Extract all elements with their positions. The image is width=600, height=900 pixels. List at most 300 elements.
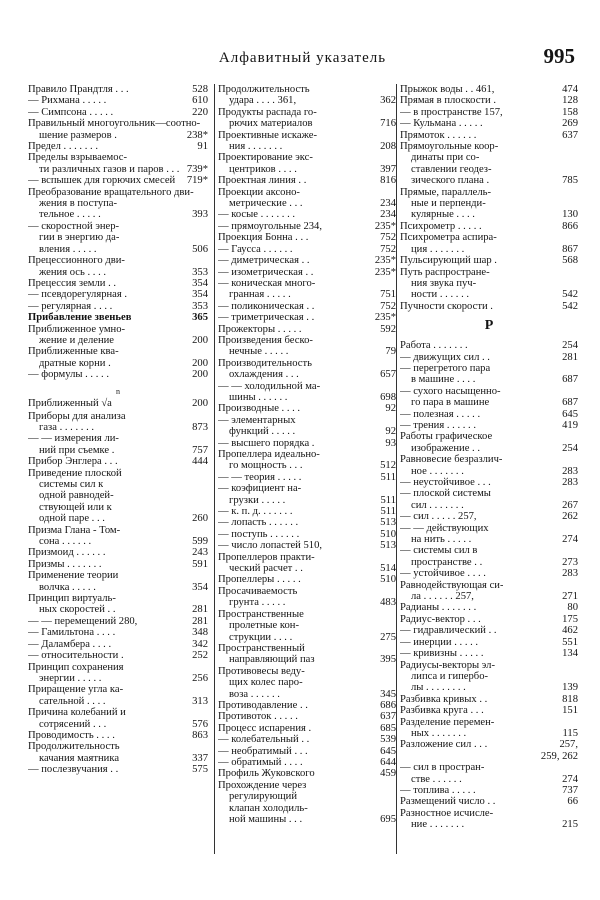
entry-term: — необратимый . . . (218, 745, 308, 757)
entry-page-ref: 687 (562, 374, 578, 386)
entry-term: Процесс испарения . (218, 722, 312, 734)
entry-page-ref (575, 431, 578, 442)
entry-page-ref: 93 (385, 437, 396, 449)
entry-page-ref: 737 (562, 784, 578, 796)
entry-page-ref (575, 187, 578, 198)
entry-page-ref: 281 (562, 351, 578, 363)
entry-line (218, 632, 396, 643)
entry-line (218, 460, 396, 471)
index-entry (28, 639, 208, 650)
entry-page-ref: 511 (380, 494, 396, 506)
index-entry (400, 431, 578, 454)
index-entry (28, 411, 208, 434)
entry-term: Прыжок воды . . 461, (400, 84, 495, 95)
entry-line (218, 232, 396, 243)
entry-page-ref: 353 (192, 266, 208, 278)
entry-line (400, 454, 578, 465)
entry-line (400, 717, 578, 728)
index-entry (28, 312, 208, 323)
entry-term: Противовесы веду- (218, 665, 305, 677)
entry-term: — относительности . (28, 650, 124, 662)
entry-line (28, 490, 208, 501)
entry-term: Пропеллеры . . . . . (218, 574, 301, 586)
entry-term: пространстве . . (411, 556, 483, 568)
entry-term: Продолжительность (28, 741, 120, 753)
entry-term: на нить . . . . . (411, 534, 472, 546)
index-entry (218, 438, 396, 449)
entry-page-ref: 444 (192, 456, 208, 468)
index-entry (218, 244, 396, 255)
page-title: Алфавитный указатель (218, 50, 387, 66)
entry-line (218, 814, 396, 825)
entry-page-ref: 175 (562, 613, 578, 625)
entry-term: Разложение сил . . . (400, 739, 488, 751)
entry-page-ref (205, 490, 208, 501)
entry-line (28, 502, 208, 513)
entry-term: нечные . . . . . (229, 346, 289, 358)
entry-term: — к. п. д. . . . . . . (218, 506, 293, 518)
entry-term: Продукты распада го- (218, 106, 317, 118)
entry-term: динаты при со- (411, 152, 480, 164)
entry-term: Прямоугольные коор- (400, 141, 499, 153)
entry-term: Пучности скорости . (400, 300, 493, 312)
index-entry (400, 545, 578, 568)
index-entry (400, 141, 578, 187)
entry-line (28, 346, 208, 357)
entry-line (218, 335, 396, 346)
index-entry (218, 312, 396, 323)
index-entry (218, 574, 396, 585)
entry-page-ref: 513 (380, 517, 396, 529)
entry-page-ref (205, 152, 208, 163)
index-entry (218, 278, 396, 301)
entry-line (28, 764, 208, 775)
entry-line (400, 221, 578, 232)
index-entry (400, 232, 578, 255)
entry-line (400, 477, 578, 488)
entry-line (28, 582, 208, 593)
entry-page-ref: 254 (562, 442, 578, 454)
entry-term: ности . . . . . . (411, 289, 470, 301)
entry-line (28, 312, 208, 323)
entry-page-ref: 592 (380, 323, 396, 335)
entry-page-ref: 313 (192, 695, 208, 707)
entry-page-ref: 200 (192, 334, 208, 346)
entry-term: Принцип виртуаль- (28, 593, 116, 605)
index-entry (400, 340, 578, 351)
index-entry (218, 403, 396, 414)
entry-page-ref: 200 (192, 357, 208, 369)
index-entry (28, 456, 208, 467)
entry-line (400, 232, 578, 243)
index-entry (400, 488, 578, 511)
entry-term: Равновесие безразлич- (400, 454, 503, 466)
entry-term: Прожекторы . . . . . (218, 323, 302, 335)
index-entry (28, 525, 208, 548)
entry-page-ref: 134 (562, 648, 578, 660)
index-entry (218, 734, 396, 745)
entry-page-ref: 863 (192, 729, 208, 741)
entry-line (400, 118, 578, 129)
entry-term: направляющий паз (229, 654, 315, 666)
entry-term: газа . . . . . . . (39, 421, 95, 433)
entry-page-ref: 752 (380, 300, 396, 312)
entry-term: в машине . . . . (411, 374, 476, 386)
entry-page-ref: 281 (192, 604, 208, 616)
entry-line (28, 684, 208, 695)
entry-page-ref (575, 671, 578, 682)
entry-line (28, 221, 208, 232)
entry-line (400, 591, 578, 602)
entry-page-ref: 354 (192, 289, 208, 301)
entry-page-ref: 66 (567, 796, 578, 808)
entry-term: Правильный многоугольник—соотно- (28, 118, 201, 130)
entry-line (400, 568, 578, 579)
entry-page-ref: 818 (562, 693, 578, 705)
entry-page-ref: 599 (192, 536, 208, 548)
entry-page-ref: 238* (186, 129, 208, 141)
entry-term: зического плана . (411, 175, 490, 187)
entry-page-ref (205, 707, 208, 718)
entry-page-ref (575, 267, 578, 278)
entry-line (28, 267, 208, 278)
entry-page-ref: 235* (374, 255, 396, 267)
entry-page-ref (575, 363, 578, 374)
entry-page-ref: 739* (186, 163, 208, 175)
index-entry (400, 705, 578, 716)
entry-term: го пара в машине (411, 397, 490, 409)
entry-page-ref: 716 (380, 118, 396, 130)
entry-line (218, 426, 396, 437)
index-entry (28, 278, 208, 289)
index-entry (28, 662, 208, 685)
entry-line (218, 757, 396, 768)
entry-term: Приближенное умно- (28, 323, 126, 335)
entry-page-ref: 235* (374, 220, 396, 232)
entry-page-ref: 260 (192, 513, 208, 525)
entry-line (400, 739, 578, 750)
entry-term: стве . . . . . . (411, 773, 462, 785)
entry-page-ref: 419 (562, 419, 578, 431)
entry-line (28, 456, 208, 467)
entry-term: ное . . . . . . . (411, 465, 464, 477)
entry-page-ref: 254 (562, 340, 578, 352)
entry-term: центриков . . . . (229, 163, 297, 175)
entry-line (218, 677, 396, 688)
entry-page-ref: 395 (380, 654, 396, 666)
index-entry (218, 335, 396, 358)
entry-line (400, 557, 578, 568)
entry-line (28, 673, 208, 684)
index-entry (400, 420, 578, 431)
entry-page-ref (575, 232, 578, 243)
entry-term: Проектная линия . . (218, 175, 307, 187)
entry-line (400, 705, 578, 716)
entry-line (28, 627, 208, 638)
index-entry (218, 483, 396, 506)
index-entry (218, 84, 396, 107)
entry-term: — — теория . . . . . (218, 471, 302, 483)
entry-term: ных . . . . . . . (411, 727, 467, 739)
entry-line (400, 694, 578, 705)
entry-page-ref: 512 (380, 460, 396, 472)
entry-page-ref (575, 164, 578, 175)
entry-page-ref: 542 (562, 289, 578, 301)
entry-term: — — перемещений 280, (28, 615, 138, 627)
index-column-3 (396, 84, 578, 854)
entry-term: — элементарных (218, 414, 296, 426)
index-entry (28, 118, 208, 141)
entry-line (400, 289, 578, 300)
entry-line (28, 335, 208, 346)
entry-page-ref: 91 (197, 141, 208, 153)
entry-line (28, 255, 208, 266)
entry-line (218, 449, 396, 460)
entry-term: — трения . . . . . . (400, 419, 476, 431)
entry-line (400, 523, 578, 534)
entry-line (28, 422, 208, 433)
index-entry (218, 540, 396, 551)
entry-page-ref (575, 152, 578, 163)
entry-line (218, 152, 396, 163)
entry-term: шины . . . . . . (229, 391, 288, 403)
entry-line (218, 84, 396, 95)
entry-term: ческий расчет . . (229, 563, 303, 575)
page-header (30, 44, 575, 74)
entry-term: — движущих сил . . (400, 351, 490, 363)
entry-term: — обратимый . . . . (218, 756, 303, 768)
index-entry (218, 267, 396, 278)
index-entry (400, 255, 578, 266)
index-entry (28, 468, 208, 525)
entry-term: тельное . . . . . (39, 209, 101, 221)
entry-page-ref: 514 (380, 563, 396, 575)
entry-line (400, 796, 578, 807)
entry-term: Проективные искаже- (218, 129, 317, 141)
entry-term: — системы сил в (400, 545, 478, 557)
entry-term: Производительность (218, 357, 312, 369)
entry-term: Радианы . . . . . . . (400, 602, 477, 614)
entry-line (400, 728, 578, 739)
entry-line (218, 700, 396, 711)
entry-term: — топлива . . . . . (400, 784, 476, 796)
entry-page-ref: 257, (559, 739, 578, 751)
entry-line (400, 431, 578, 442)
entry-line (218, 643, 396, 654)
entry-term: — Кульмана . . . . . (400, 118, 483, 130)
entry-term: волчка . . . . . (39, 581, 96, 593)
entry-line (218, 506, 396, 517)
index-entry (218, 232, 396, 243)
entry-term: сотрясений . . . (39, 718, 107, 730)
entry-term: энергии . . . . . (39, 672, 102, 684)
entry-page-ref: 528 (192, 84, 208, 95)
entry-page-ref: 644 (380, 756, 396, 768)
entry-term: ные и перпенди- (411, 198, 486, 210)
entry-page-ref: 215 (562, 819, 578, 831)
entry-line (400, 614, 578, 625)
index-entry (218, 301, 396, 312)
index-entry (400, 130, 578, 141)
entry-term: Пределы взрываемос- (28, 152, 128, 164)
index-entry (28, 255, 208, 278)
entry-term: шение размеров . (39, 129, 117, 141)
entry-line (400, 774, 578, 785)
entry-line (28, 130, 208, 141)
entry-term: Разбивка круга . . . (400, 705, 484, 717)
index-entry (28, 289, 208, 300)
entry-page-ref (575, 278, 578, 289)
entry-term: — устойчивое . . . . (400, 568, 486, 580)
entry-line (400, 84, 578, 95)
entry-term: Радиусы-векторы эл- (400, 659, 495, 671)
entry-term: Проводимость . . . . (28, 729, 115, 741)
entry-line (400, 187, 578, 198)
entry-line (400, 534, 578, 545)
entry-line (218, 392, 396, 403)
entry-term: — Даламбера . . . . (28, 638, 112, 650)
entry-page-ref: 698 (380, 391, 396, 403)
entry-page-ref (575, 386, 578, 397)
index-entry (218, 472, 396, 483)
entry-term: липса и гипербо- (411, 670, 489, 682)
entry-line (28, 468, 208, 479)
index-entry (218, 780, 396, 826)
entry-line (28, 187, 208, 198)
entry-line (28, 662, 208, 673)
entry-term: гранная . . . . . (229, 289, 291, 301)
index-entry (400, 477, 578, 488)
entry-term: воза . . . . . . (229, 688, 280, 700)
entry-line (400, 397, 578, 408)
entry-page-ref: 365 (192, 312, 208, 324)
entry-line (400, 466, 578, 477)
entry-line (400, 671, 578, 682)
entry-line (400, 363, 578, 374)
index-entry (28, 433, 208, 456)
entry-page-ref: 337 (192, 752, 208, 764)
entry-page-ref: 271 (562, 591, 578, 603)
index-entry (400, 352, 578, 363)
entry-term: Приборы для анализа (28, 410, 126, 422)
entry-page-ref: 576 (192, 718, 208, 730)
entry-page-ref: 575 (192, 764, 208, 776)
entry-line (400, 244, 578, 255)
entry-term: охлаждения . . . (229, 369, 299, 381)
entry-page-ref: 551 (562, 636, 578, 648)
entry-page-ref: 459 (380, 768, 396, 780)
entry-line (28, 244, 208, 255)
entry-term: Размещений число . . (400, 796, 496, 808)
entry-page-ref: 757 (192, 444, 208, 456)
index-entry (400, 568, 578, 579)
entry-term: Прямые, параллель- (400, 186, 492, 198)
entry-line (400, 152, 578, 163)
index-entry (400, 386, 578, 409)
entry-page-ref: 354 (192, 277, 208, 289)
entry-line (400, 751, 578, 762)
index-entry (28, 570, 208, 593)
entry-term: Пульсирующий шар . (400, 255, 497, 267)
index-entry (400, 511, 578, 522)
entry-page-ref: 353 (192, 300, 208, 312)
entry-term: Прибавление звеньев (28, 312, 132, 324)
entry-term: ставлении геодез- (411, 163, 492, 175)
entry-page-ref: 866 (562, 220, 578, 232)
entry-page-ref: 785 (562, 175, 578, 187)
entry-line (400, 602, 578, 613)
entry-term: ти различных газов и паров . . . (39, 163, 180, 175)
index-entry (218, 255, 396, 266)
index-entry (28, 369, 208, 380)
entry-term: Разделение перемен- (400, 716, 495, 728)
entry-line (28, 164, 208, 175)
entry-line (28, 639, 208, 650)
entry-page-ref: 511 (380, 471, 396, 483)
index-entry (28, 650, 208, 661)
entry-term: — плоской системы (400, 488, 491, 500)
entry-line (400, 386, 578, 397)
entry-page-ref (575, 808, 578, 819)
entry-term: — Рихмана . . . . . (28, 95, 107, 107)
entry-line (400, 107, 578, 118)
entry-line (400, 95, 578, 106)
entry-page-ref: 259, 262 (540, 750, 578, 762)
entry-term: — высшего порядка . (218, 437, 315, 449)
entry-page-ref: 752 (380, 243, 396, 255)
entry-line (400, 267, 578, 278)
entry-page-ref: 345 (380, 688, 396, 700)
entry-term: Приращение угла ка- (28, 684, 124, 696)
index-entry (218, 746, 396, 757)
entry-line (218, 244, 396, 255)
entry-term: — Гаусса . . . . . . (218, 243, 293, 255)
entry-term: ния . . . . . . . (229, 141, 283, 153)
entry-line (218, 586, 396, 597)
index-entry (28, 764, 208, 775)
entry-line (28, 198, 208, 209)
entry-page-ref: 719* (186, 175, 208, 187)
index-entry (218, 187, 396, 210)
entry-line (28, 289, 208, 300)
index-entry (400, 694, 578, 705)
entry-line (400, 500, 578, 511)
entry-term: Психрометр . . . . . (400, 220, 482, 232)
index-entry (218, 130, 396, 153)
entry-page-ref (205, 662, 208, 673)
entry-line (28, 324, 208, 335)
entry-term: пролетные кон- (229, 620, 299, 632)
entry-line (218, 118, 396, 129)
entry-page-ref (205, 198, 208, 209)
index-entry (400, 118, 578, 129)
entry-page-ref (205, 255, 208, 266)
entry-term: метрические . . . (229, 198, 303, 210)
entry-term: лы . . . . . . . . (411, 682, 466, 694)
entry-page-ref: 539 (380, 734, 396, 746)
entry-term: качания маятника (39, 752, 120, 764)
entry-line (28, 175, 208, 186)
entry-page-ref: 130 (562, 209, 578, 221)
entry-page-ref (205, 684, 208, 695)
entry-term: Прецессионного дви- (28, 255, 125, 267)
index-entry (28, 175, 208, 186)
entry-term: Профиль Жуковского (218, 768, 315, 780)
index-entry (400, 107, 578, 118)
entry-line (218, 141, 396, 152)
entry-line (400, 278, 578, 289)
entry-page-ref: 115 (562, 727, 578, 739)
